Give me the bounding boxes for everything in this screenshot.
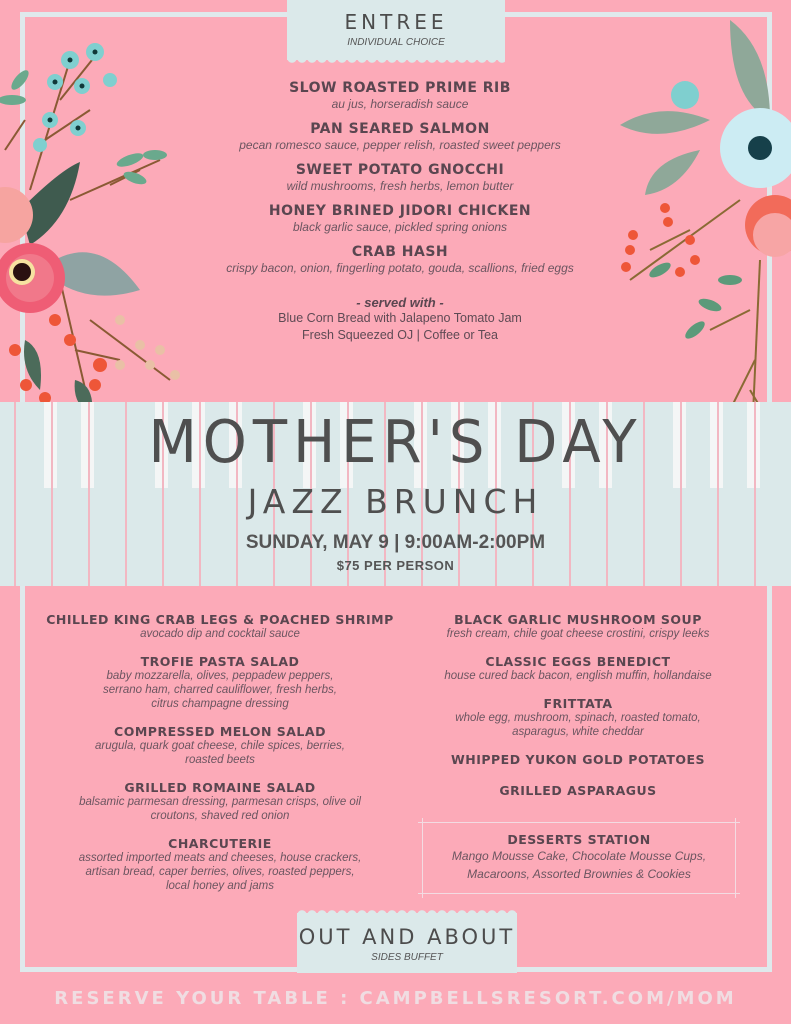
- dish-desc: local honey and jams: [165, 880, 275, 892]
- dish-desc: au jus, horseradish sauce: [331, 97, 469, 111]
- divider: [418, 893, 740, 894]
- sides-title: OUT AND ABOUT: [298, 925, 516, 949]
- served-with-heading: - served with -: [356, 295, 444, 310]
- dish-name: CRAB HASH: [351, 244, 449, 260]
- dish-desc: citrus champagne dressing: [151, 698, 289, 710]
- buffet-item: [418, 696, 738, 739]
- buffet-item: [45, 780, 395, 823]
- entree-title: ENTREE: [344, 10, 448, 34]
- buffet-left-column: [45, 612, 395, 906]
- dish-desc: Macaroons, Assorted Brownies & Cookies: [467, 867, 691, 881]
- dish-desc: artisan bread, caper berries, olives, roasted peppers,: [85, 866, 355, 878]
- dish-desc: wild mushrooms, fresh herbs, lemon butter: [286, 179, 514, 193]
- dish-desc: house cured back bacon, english muffin, hollandaise: [444, 670, 712, 682]
- dish-name: SWEET POTATO GNOCCHI: [295, 162, 505, 178]
- dish-desc: baby mozzarella, olives, peppadew peppers,: [106, 670, 334, 682]
- entree-item: [150, 244, 650, 275]
- dish-name: COMPRESSED MELON SALAD: [114, 724, 326, 739]
- dish-desc: asparagus, white cheddar: [512, 726, 644, 738]
- buffet-item: [45, 612, 395, 641]
- dish-desc: fresh cream, chile goat cheese crostini, crispy leeks: [446, 628, 710, 640]
- entree-tab: [287, 0, 505, 60]
- dish-desc: pecan romesco sauce, pepper relish, roasted sweet peppers: [239, 138, 561, 152]
- event-date: SUNDAY, MAY 9 | 9:00AM-2:00PM: [245, 532, 546, 553]
- reserve-link[interactable]: RESERVE YOUR TABLE : CAMPBELLSRESORT.COM/MOM: [54, 988, 737, 1009]
- entree-subtitle: INDIVIDUAL CHOICE: [347, 37, 445, 48]
- buffet-item: [45, 836, 395, 893]
- dish-name: CLASSIC EGGS BENEDICT: [485, 654, 671, 669]
- dish-name: TROFIE PASTA SALAD: [140, 654, 300, 669]
- dish-desc: avocado dip and cocktail sauce: [140, 628, 300, 640]
- entree-item: [150, 121, 650, 152]
- entree-item: [150, 162, 650, 193]
- dish-desc: roasted beets: [185, 754, 255, 766]
- dish-name: CHILLED KING CRAB LEGS & POACHED SHRIMP: [46, 612, 394, 627]
- divider: [422, 818, 423, 898]
- hero: [0, 408, 791, 573]
- entree-item: [150, 80, 650, 111]
- dish-desc: serrano ham, charred cauliflower, fresh herbs,: [103, 684, 337, 696]
- dish-name: PAN SEARED SALMON: [310, 121, 490, 137]
- dish-name: GRILLED ROMAINE SALAD: [124, 780, 316, 795]
- dish-desc: black garlic sauce, pickled spring onions: [292, 220, 508, 234]
- dish-name: GRILLED ASPARAGUS: [499, 783, 657, 798]
- entree-list: [150, 80, 650, 344]
- sides-subtitle: SIDES BUFFET: [371, 952, 443, 963]
- entree-item: [150, 203, 650, 234]
- served-with-line: Fresh Squeezed OJ | Coffee or Tea: [302, 328, 498, 342]
- buffet-item: [418, 783, 738, 798]
- buffet-right-column: [418, 612, 738, 811]
- dish-name: DESSERTS STATION: [507, 832, 651, 847]
- buffet-item: [45, 654, 395, 711]
- dish-desc: whole egg, mushroom, spinach, roasted tomato,: [455, 712, 701, 724]
- dish-desc: croutons, shaved red onion: [150, 810, 290, 822]
- dish-desc: crispy bacon, onion, fingerling potato, gouda, scallions, fried eggs: [226, 261, 574, 275]
- event-title: MOTHER'S DAY: [148, 408, 643, 477]
- divider: [735, 818, 736, 898]
- dish-desc: Mango Mousse Cake, Chocolate Mousse Cups,: [451, 849, 707, 863]
- dish-name: HONEY BRINED JIDORI CHICKEN: [268, 203, 532, 219]
- dish-name: WHIPPED YUKON GOLD POTATOES: [450, 752, 706, 767]
- sides-buffet-tab: [297, 913, 517, 973]
- divider: [418, 822, 740, 823]
- event-price: $75 PER PERSON: [336, 558, 455, 573]
- desserts-station: [418, 822, 740, 894]
- dish-desc: balsamic parmesan dressing, parmesan crisps, olive oil: [79, 796, 361, 808]
- dish-desc: assorted imported meats and cheeses, house crackers,: [78, 852, 362, 864]
- buffet-item: [418, 654, 738, 683]
- buffet-item: [418, 612, 738, 641]
- dish-name: FRITTATA: [543, 696, 613, 711]
- buffet-item: [45, 724, 395, 767]
- event-subtitle: JAZZ BRUNCH: [247, 482, 544, 521]
- served-with-line: Blue Corn Bread with Jalapeno Tomato Jam: [278, 311, 522, 325]
- dish-name: BLACK GARLIC MUSHROOM SOUP: [454, 612, 702, 627]
- buffet-item: [418, 752, 738, 767]
- served-with: [150, 295, 650, 344]
- dish-desc: arugula, quark goat cheese, chile spices, berries,: [95, 740, 345, 752]
- dish-name: CHARCUTERIE: [168, 836, 272, 851]
- dish-name: SLOW ROASTED PRIME RIB: [289, 80, 511, 96]
